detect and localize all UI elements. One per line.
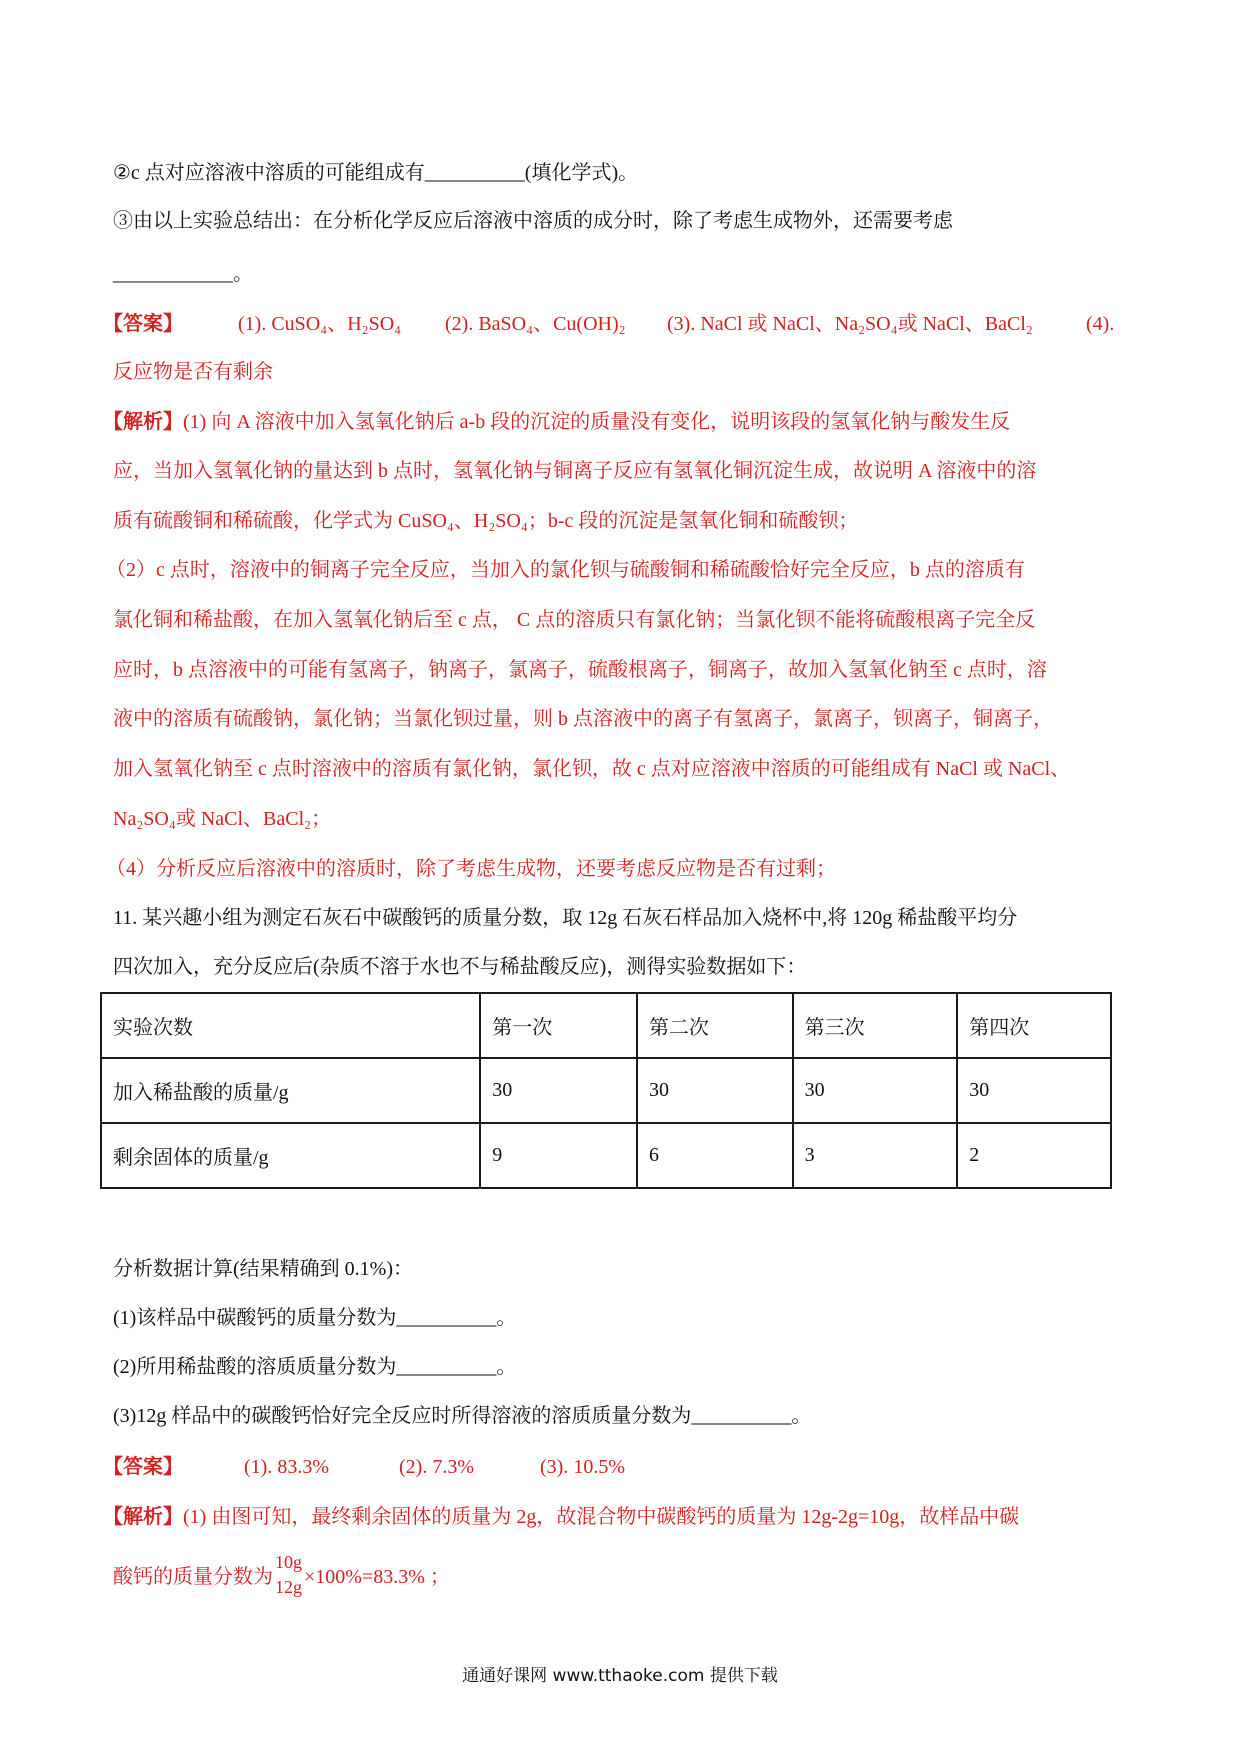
table-cell: 30: [480, 1058, 637, 1123]
answer-item-3: (3). 10.5%: [540, 1456, 625, 1478]
table-cell: 30: [957, 1058, 1111, 1123]
table-cell: 剩余固体的质量/g: [101, 1123, 480, 1188]
answer-item-1: (1). CuSO₄、H₂SO₄: [238, 313, 402, 335]
question-11-line: 11. 某兴趣小组为测定石灰石中碳酸钙的质量分数，取 12g 石灰石样品加入烧杯中,将 120g 稀盐酸平均分: [113, 907, 1018, 929]
analysis-line: 应，当加入氢氧化钠的量达到 b 点时，氢氧化钠与铜离子反应有氢氧化铜沉淀生成，故说明 A 溶液中的溶: [113, 460, 1037, 482]
analysis-line: 质有硫酸铜和稀硫酸，化学式为 CuSO₄、H₂SO₄；b-c 段的沉淀是氢氧化铜和硫酸钡；: [113, 510, 859, 532]
analysis-line: Na₂SO₄或 NaCl、BaCl₂；: [113, 808, 332, 830]
analysis-label: 【解析】: [103, 1506, 183, 1528]
analysis-line: （4）分析反应后溶液中的溶质时，除了考虑生成物，还要考虑反应物是否有过剩；: [106, 858, 836, 880]
table-header-row: [101, 993, 1111, 1058]
table-cell: 9: [480, 1123, 637, 1188]
analysis-text: (1) 向 A 溶液中加入氢氧化钠后 a-b 段的沉淀的质量没有变化，说明该段的氢氧化钠与酸发生反: [183, 411, 1011, 433]
table-header-cell: 第二次: [637, 993, 793, 1058]
answer-item-1: (1). 83.3%: [244, 1456, 329, 1478]
table-row: [101, 1058, 1111, 1123]
answer-label: 【答案】: [103, 1456, 183, 1478]
answer-label: 【答案】: [103, 313, 183, 335]
sub-question-3: (3)12g 样品中的碳酸钙恰好完全反应时所得溶液的溶质质量分数为__________。: [113, 1405, 812, 1427]
sub-question-1: (1)该样品中碳酸钙的质量分数为__________。: [113, 1307, 517, 1329]
fraction-denominator: 12g: [275, 1576, 302, 1597]
table-cell: 加入稀盐酸的质量/g: [101, 1058, 480, 1123]
analysis-text: ×100%=83.3% ；: [304, 1565, 450, 1588]
analysis-line: （2）c 点时，溶液中的铜离子完全反应，当加入的氯化钡与硫酸铜和稀硫酸恰好完全反应，b 点的溶质有: [106, 559, 1025, 581]
question-line: ②c 点对应溶液中溶质的可能组成有__________(填化学式)。: [113, 162, 639, 184]
sub-question-2: (2)所用稀盐酸的溶质质量分数为__________。: [113, 1356, 517, 1378]
table-header-cell: 实验次数: [101, 993, 480, 1058]
table-cell: 30: [637, 1058, 793, 1123]
table-header-cell: 第三次: [793, 993, 958, 1058]
answer-item-4: (4).: [1086, 313, 1115, 335]
experiment-data-table: [100, 992, 1112, 1189]
analysis-text: 酸钙的质量分数为: [113, 1565, 273, 1588]
table-header-cell: 第四次: [957, 993, 1111, 1058]
analysis-line: [103, 407, 1010, 437]
analysis-line: 加入氢氧化钠至 c 点时溶液中的溶质有氯化钠，氯化钡，故 c 点对应溶液中溶质的可能组成有 NaCl 或 NaCl、: [113, 758, 1071, 780]
analysis-line: [103, 1502, 1019, 1532]
answer-line: [103, 1452, 813, 1482]
table-header-cell: 第一次: [480, 993, 637, 1058]
question-line: ③由以上实验总结出：在分析化学反应后溶液中溶质的成分时，除了考虑生成物外，还需要考虑: [113, 210, 953, 232]
answer-line: [103, 309, 1128, 339]
table-cell: 6: [637, 1123, 793, 1188]
analysis-line: 应时，b 点溶液中的可能有氢离子，钠离子，氯离子，硫酸根离子，铜离子，故加入氢氧化钠至 c 点时，溶: [113, 659, 1047, 681]
page-footer: 通通好课网 www.tthaoke.com 提供下载: [462, 1666, 778, 1686]
answer-item-2: (2). BaSO₄、Cu(OH)₂: [445, 313, 626, 335]
table-cell: 2: [957, 1123, 1111, 1188]
table-row: [101, 1123, 1111, 1188]
analysis-line: 氯化铜和稀盐酸，在加入氢氧化钠后至 c 点， C 点的溶质只有氯化钠；当氯化钡不能将硫酸根离子完全反: [113, 609, 1036, 631]
table-cell: 3: [793, 1123, 958, 1188]
fraction-numerator: 10g: [275, 1551, 302, 1572]
analysis-text: (1) 由图可知，最终剩余固体的质量为 2g，故混合物中碳酸钙的质量为 12g-2g=10g，故样品中碳: [183, 1506, 1020, 1528]
answer-continuation: 反应物是否有剩余: [113, 361, 273, 383]
analysis-label: 【解析】: [103, 411, 183, 433]
analysis-fraction-line: [113, 1543, 450, 1605]
question-blank-line: ____________。: [113, 263, 253, 285]
answer-item-3: (3). NaCl 或 NaCl、Na₂SO₄或 NaCl、BaCl₂: [667, 313, 1033, 335]
analysis-line: 液中的溶质有硫酸钠，氯化钠；当氯化钡过量，则 b 点溶液中的离子有氢离子，氯离子，钡离子，铜离子，: [113, 708, 1053, 730]
sub-question-intro: 分析数据计算(结果精确到 0.1%)：: [113, 1258, 413, 1280]
table-cell: 30: [793, 1058, 958, 1123]
question-11-line: 四次加入，充分反应后(杂质不溶于水也不与稀盐酸反应)，测得实验数据如下：: [113, 956, 807, 978]
answer-item-2: (2). 7.3%: [399, 1456, 474, 1478]
fraction: [275, 1550, 302, 1599]
